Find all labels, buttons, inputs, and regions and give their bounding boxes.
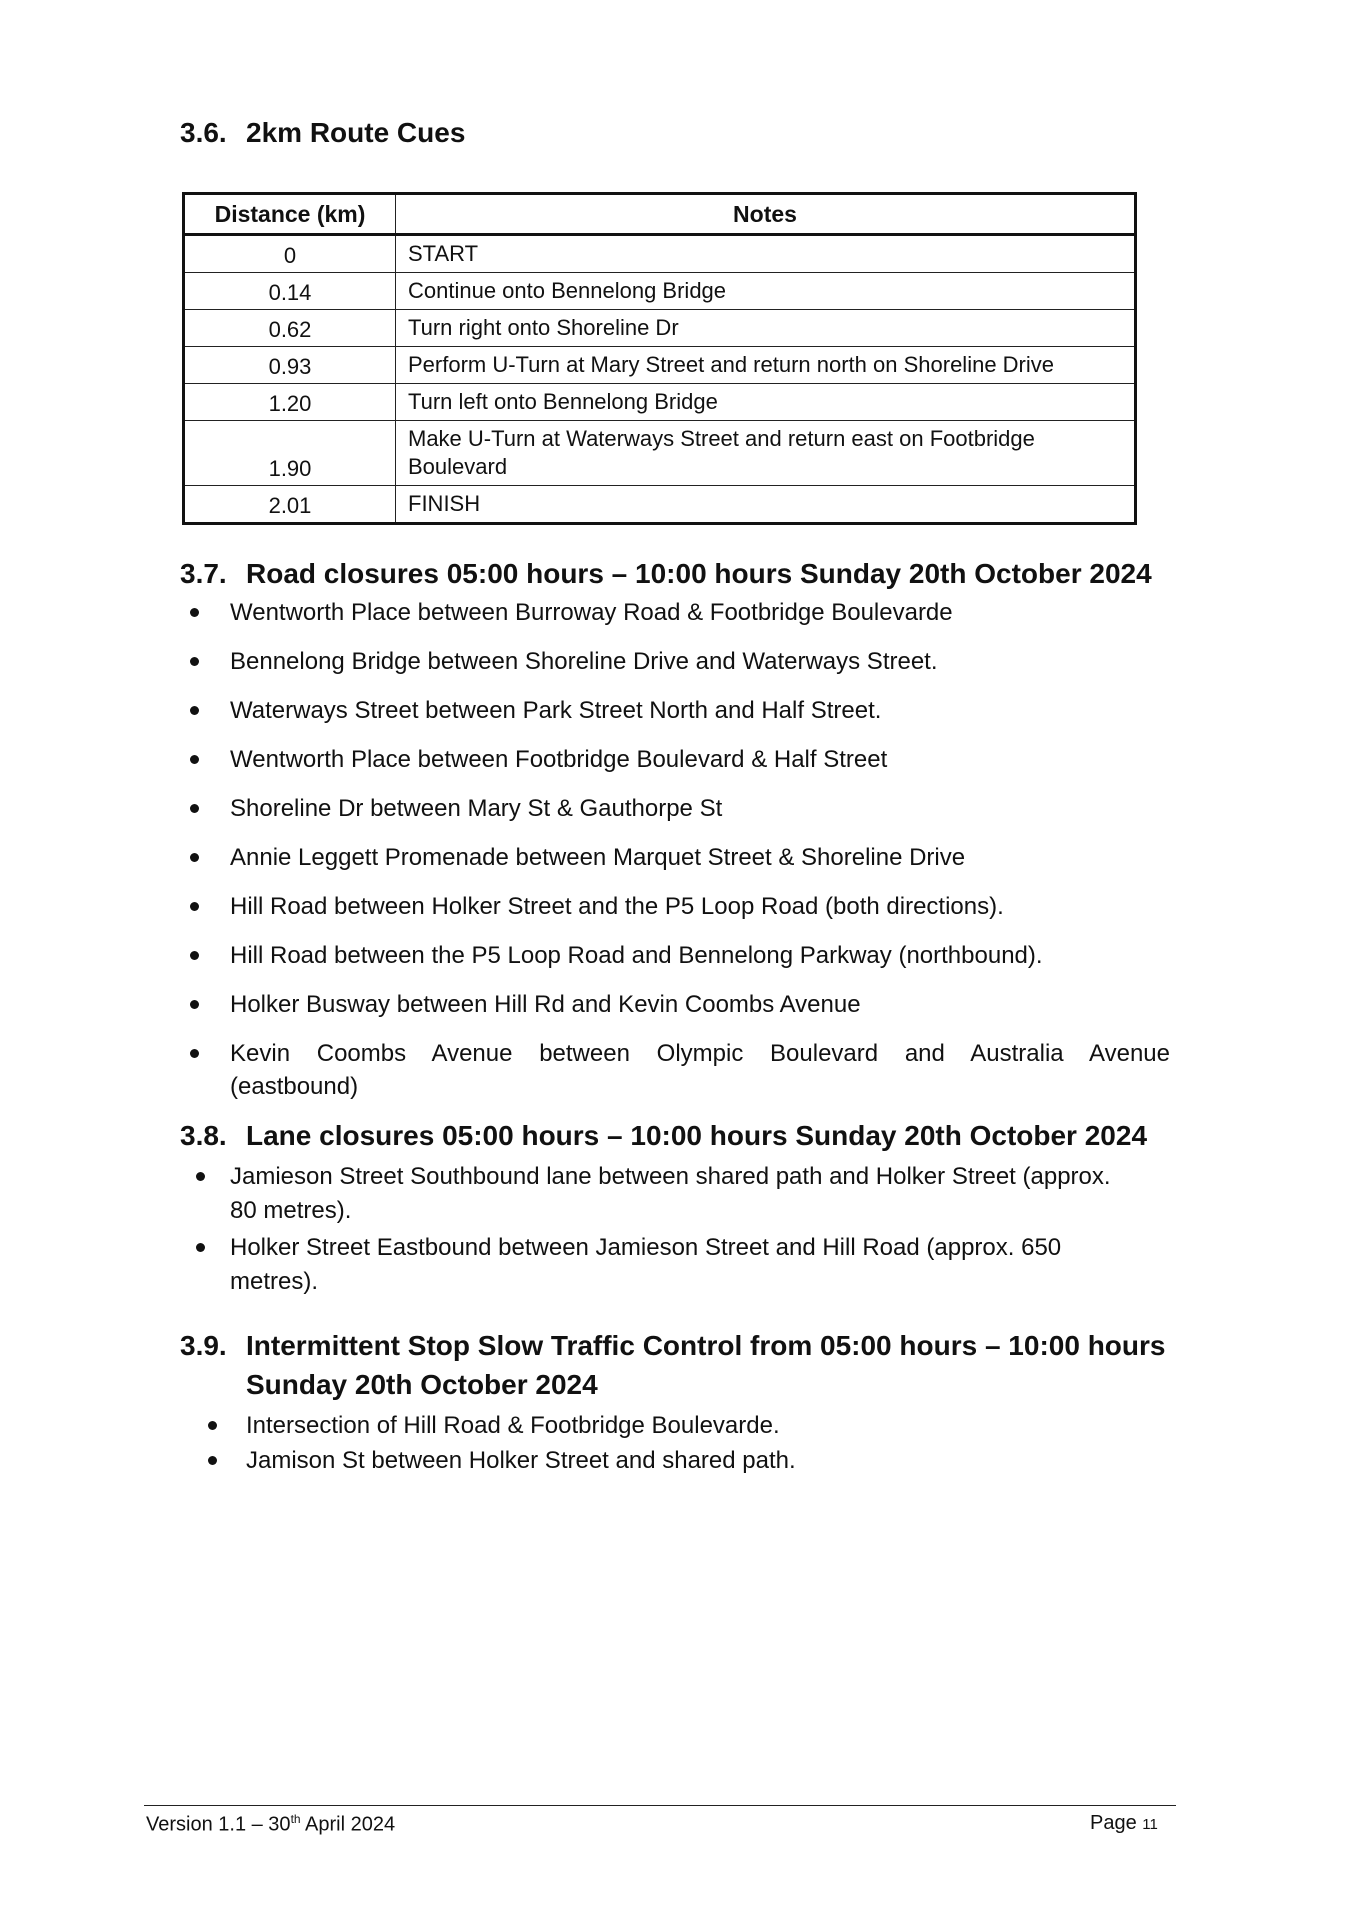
list-item-text: (eastbound) bbox=[230, 1073, 359, 1100]
table-row bbox=[184, 310, 1136, 347]
distance-cell: 0.93 bbox=[184, 347, 396, 384]
bullet-icon bbox=[190, 951, 199, 960]
list-item bbox=[190, 645, 1170, 678]
bullet-icon bbox=[190, 755, 199, 764]
road-closures-list bbox=[190, 596, 1170, 1119]
list-item-text: 80 metres). bbox=[230, 1197, 352, 1224]
section-title-continuation: Sunday 20th October 2024 bbox=[246, 1369, 598, 1400]
route-cues-table bbox=[182, 192, 1137, 525]
distance-cell: 0.14 bbox=[184, 273, 396, 310]
list-item-text: Hill Road between the P5 Loop Road and Bennelong Parkway (northbound). bbox=[230, 942, 1043, 969]
list-item bbox=[190, 1037, 1170, 1103]
list-item bbox=[190, 596, 1170, 629]
list-item bbox=[190, 890, 1170, 923]
table-row bbox=[184, 235, 1136, 273]
note-cell: Turn left onto Bennelong Bridge bbox=[396, 384, 1136, 421]
section-3-7-heading bbox=[180, 555, 1152, 593]
lane-closures-list bbox=[196, 1160, 1176, 1302]
bullet-icon bbox=[208, 1421, 217, 1430]
column-header-distance: Distance (km) bbox=[184, 194, 396, 235]
distance-cell: 0 bbox=[184, 235, 396, 273]
note-cell: Turn right onto Shoreline Dr bbox=[396, 310, 1136, 347]
list-item bbox=[190, 694, 1170, 727]
section-3-6-heading bbox=[180, 114, 465, 152]
bullet-icon bbox=[196, 1172, 205, 1181]
distance-cell: 1.90 bbox=[184, 421, 396, 486]
table-row bbox=[184, 384, 1136, 421]
table-row bbox=[184, 421, 1136, 486]
bullet-icon bbox=[190, 657, 199, 666]
list-item-text: Kevin Coombs Avenue between Olympic Boulevard and Australia Avenue bbox=[230, 1040, 1170, 1067]
note-cell: Perform U-Turn at Mary Street and return north on Shoreline Drive bbox=[396, 347, 1136, 384]
list-item-text: Jamison St between Holker Street and shared path. bbox=[246, 1447, 796, 1474]
list-item-text: Waterways Street between Park Street North and Half Street. bbox=[230, 697, 882, 724]
list-item-text: Annie Leggett Promenade between Marquet Street & Shoreline Drive bbox=[230, 844, 966, 871]
section-number: 3.6. bbox=[180, 117, 227, 148]
list-item-text: Wentworth Place between Footbridge Boulevard & Half Street bbox=[230, 746, 888, 773]
list-item bbox=[196, 1160, 1176, 1228]
list-item bbox=[190, 988, 1170, 1021]
list-item-text: Holker Busway between Hill Rd and Kevin Coombs Avenue bbox=[230, 991, 861, 1018]
version-superscript: th bbox=[290, 1812, 301, 1826]
bullet-icon bbox=[190, 1049, 199, 1058]
list-item-text: Hill Road between Holker Street and the P5 Loop Road (both directions). bbox=[230, 893, 1004, 920]
bullet-icon bbox=[190, 902, 199, 911]
distance-cell: 2.01 bbox=[184, 486, 396, 524]
table-row bbox=[184, 486, 1136, 524]
table-row bbox=[184, 347, 1136, 384]
note-cell bbox=[396, 421, 1136, 486]
version-suffix: April 2024 bbox=[300, 1813, 396, 1836]
section-number: 3.7. bbox=[180, 558, 227, 589]
list-item bbox=[190, 841, 1170, 874]
list-item bbox=[190, 743, 1170, 776]
list-item bbox=[190, 792, 1170, 825]
list-item bbox=[208, 1409, 1188, 1443]
list-item bbox=[190, 939, 1170, 972]
list-item bbox=[208, 1444, 1188, 1478]
list-item-text: metres). bbox=[230, 1268, 319, 1295]
distance-cell: 1.20 bbox=[184, 384, 396, 421]
distance-cell: 0.62 bbox=[184, 310, 396, 347]
note-cell: START bbox=[396, 235, 1136, 273]
footer-divider bbox=[144, 1805, 1176, 1806]
list-item bbox=[196, 1231, 1176, 1299]
traffic-control-list bbox=[208, 1409, 1188, 1479]
list-item-text: Holker Street Eastbound between Jamieson Street and Hill Road (approx. 650 bbox=[230, 1234, 1062, 1261]
note-line: Make U-Turn at Waterways Street and return east on Footbridge bbox=[408, 426, 1035, 451]
section-3-9-heading bbox=[180, 1327, 1165, 1365]
bullet-icon bbox=[190, 804, 199, 813]
list-item-text: Bennelong Bridge between Shoreline Drive and Waterways Street. bbox=[230, 648, 938, 675]
section-number: 3.9. bbox=[180, 1330, 227, 1361]
bullet-icon bbox=[208, 1456, 217, 1465]
list-item-text: Shoreline Dr between Mary St & Gauthorpe St bbox=[230, 795, 723, 822]
list-item-text: Wentworth Place between Burroway Road & Footbridge Boulevarde bbox=[230, 599, 953, 626]
footer-version bbox=[146, 1812, 395, 1837]
page-number: 11 bbox=[1142, 1816, 1158, 1833]
column-header-notes: Notes bbox=[396, 194, 1136, 235]
section-title: Lane closures 05:00 hours – 10:00 hours Sunday 20th October 2024 bbox=[246, 1120, 1148, 1151]
section-title: Road closures 05:00 hours – 10:00 hours Sunday 20th October 2024 bbox=[246, 558, 1152, 589]
table-row bbox=[184, 273, 1136, 310]
bullet-icon bbox=[190, 608, 199, 617]
list-item-text: Intersection of Hill Road & Footbridge Boulevarde. bbox=[246, 1412, 780, 1439]
note-cell: Continue onto Bennelong Bridge bbox=[396, 273, 1136, 310]
section-title: Intermittent Stop Slow Traffic Control from 05:00 hours – 10:00 hours bbox=[246, 1330, 1166, 1361]
bullet-icon bbox=[190, 1000, 199, 1009]
bullet-icon bbox=[190, 853, 199, 862]
table-header-row bbox=[184, 194, 1136, 235]
section-number: 3.8. bbox=[180, 1120, 227, 1151]
version-prefix: Version 1.1 – 30 bbox=[146, 1813, 291, 1836]
bullet-icon bbox=[190, 706, 199, 715]
list-item-text: Jamieson Street Southbound lane between shared path and Holker Street (approx. bbox=[230, 1163, 1111, 1190]
note-cell: FINISH bbox=[396, 486, 1136, 524]
section-3-8-heading bbox=[180, 1117, 1147, 1155]
bullet-icon bbox=[196, 1243, 205, 1252]
note-line: Boulevard bbox=[408, 454, 508, 479]
footer-page-number bbox=[1090, 1812, 1158, 1835]
page-label: Page bbox=[1090, 1812, 1143, 1834]
section-title: 2km Route Cues bbox=[246, 117, 466, 148]
